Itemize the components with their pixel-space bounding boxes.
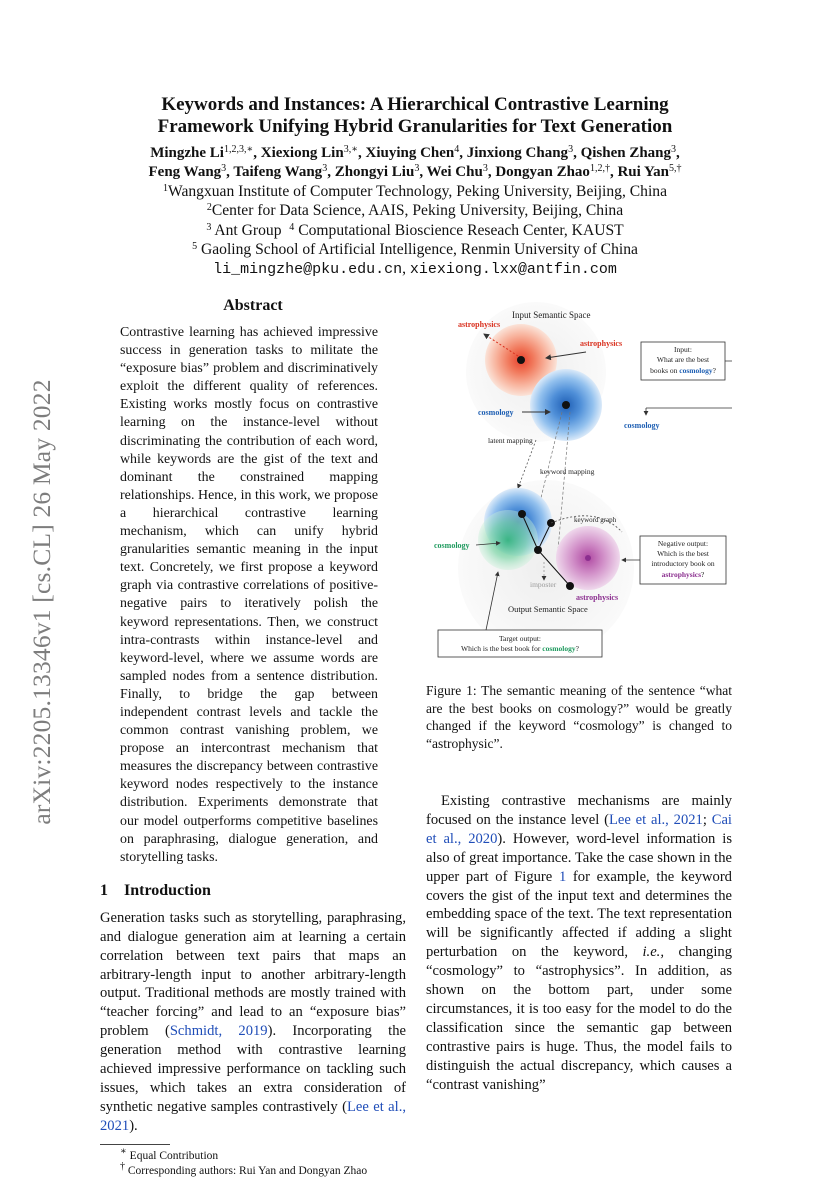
affiliation-3-4: $^3$ Ant Group $^4$ Computational Bioscience Reseach Center, KAUST — [206, 221, 624, 239]
output-space-label: Output Semantic Space — [508, 604, 588, 614]
astrophysics-input-point — [517, 356, 525, 364]
keyword-mapping-label: keyword mapping — [540, 467, 595, 476]
section-heading-introduction — [100, 881, 406, 901]
author-name: Taifeng Wang — [233, 164, 323, 180]
right-column — [426, 300, 732, 1095]
negative-box-line-1: Negative output: — [657, 539, 709, 548]
author-line-1: Mingzhe $Li^{1,2,3,∗}$, Xiexiong Lin$^{3,∗}$, Xiuying Chen$^4$, Jinxiong Chang$^3$, Qishen Zhang$^3$, — [150, 144, 680, 161]
astrophysics-label-top: astrophysics — [458, 320, 501, 329]
author-name: Xiuying Chen — [365, 145, 455, 161]
intro-paragraph: Generation tasks such as storytelling, paraphrasing, and dialogue generation aim at learning a certain correlation between text pairs that maps an arbitrary-length input to another arbitrary-length output. Traditional methods are mostly trained with “teacher forcing” and lead to an “exposure bias” problem (Schmidt, 2019). Incorporating the generation method with contrastive learning achieved impressive performance on tackling such issues, which takes an extra consideration of synthetic negative samples contrastively (Lee et al., 2021). — [100, 909, 406, 1134]
author-name: Wei Chu — [426, 164, 483, 180]
latent-mapping-label: latent mapping — [488, 436, 533, 445]
author-sup: 3 — [568, 144, 574, 155]
negative-box-line-4: astrophysics? — [661, 570, 705, 579]
abstract-text: Contrastive learning has achieved impressive success in generation tasks to militate the “exposure bias” problem and discriminatively exploit the different quality of references. Existing works mostly focus on contrastive learning on the instance-level without discriminating the contribution of each word, while keywords are the gist of the text and dominant the constrained mapping relationships. Hence, in this work, we propose a hierarchical contrastive learning mechanism, which can unify hybrid granularities semantic meaning in the input text. Concretely, we first propose a keyword graph via contrastive correlations of positive-negative pairs to iteratively polish the keyword representations. Then, we construct intra-contrasts within instance-level and keyword-level, where we assume words are sampled nodes from a sentence distribution. Finally, to bridge the gap between independent contrast levels and tackle the common contrast vanishing problem, we propose an intercontrast mechanism that measures the discrepancy between contrastive keyword nodes respectively to the instance distribution. Experiments demonstrate that our model outperforms competitive baselines on paraphrasing, dialogue generation, and storytelling tasks. — [120, 325, 378, 865]
negative-box-line-3: introductory book on — [651, 559, 715, 568]
ie-italic: i.e., — [642, 944, 664, 961]
author-sup: 3 — [414, 163, 420, 174]
author-sup: 3 — [322, 163, 328, 174]
input-space-label: Input Semantic Space — [512, 310, 591, 320]
imposter-label: imposter — [530, 580, 557, 589]
author-sup: 3,∗ — [343, 144, 358, 155]
astrophysics-label-output: astrophysics — [576, 593, 619, 602]
author-sup: 1,2,† — [589, 163, 610, 174]
author-name: Mingzhe Li — [150, 145, 224, 161]
emails: li_mingzhe@pku.edu.cn, xiexiong.lxx@antfin.com — [213, 260, 617, 279]
abstract-heading: Abstract — [223, 297, 283, 314]
cosmology-label-output: cosmology — [434, 541, 470, 550]
astrophysics-output-center — [585, 555, 591, 561]
email-1[interactable]: li_mingzhe@pku.edu.cn — [213, 261, 403, 279]
input-box-line-1: Input: — [674, 345, 692, 354]
astrophysics-label-input: astrophysics — [580, 339, 623, 348]
author-name: Rui Yan — [617, 164, 669, 180]
cosmology-input-point — [562, 401, 570, 409]
citation-link[interactable]: Cai et al., 2020 — [426, 811, 732, 847]
author-name: Qishen Zhang — [580, 145, 672, 161]
author-line-2: Feng Wang$^3$, Taifeng Wang$^3$, Zhongyi Liu$^3$, Wei Chu$^3$, Dongyan Zhao$^{1,2,\dagger}$, Rui Yan$^{5,\dagger}$ — [148, 163, 682, 180]
author-name: Jinxiong Chang — [466, 145, 569, 161]
negative-box-line-2: Which is the best — [657, 549, 709, 558]
section-number: 1 — [100, 881, 108, 899]
title-line-1: Keywords and Instances: A Hierarchical Contrastive Learning — [161, 94, 669, 115]
right-paragraph: Existing contrastive mechanisms are mainly focused on the instance level (Lee et al., 2021; Cai et al., 2020). However, word-level information is also of great importance. Take the case shown in the upper part of Figure 1 for example, the keyword covers the gist of the input text and determines the embedding space of the text. The text representation will be significantly affected if adding a slight perturbation on the keyword, i.e., changing “cosmology” to “astrophysics”. In addition, as shown on the bottom part, under some circumstances, it is too easy for the model to do the classification since the semantic gap between contrastive pairs is huge. Thus, the model fails to distinguish the actual discrepancy, which causes a “contrast vanishing” — [426, 793, 732, 1093]
cosmology-label-input: cosmology — [478, 408, 514, 417]
title-line-2: Framework Unifying Hybrid Granularities for Text Generation — [157, 116, 673, 137]
author-sup: 5,† — [669, 163, 682, 174]
target-box-line-2: Which is the best book for cosmology? — [461, 644, 579, 653]
author-list — [95, 144, 735, 182]
footnote-1: ∗ Equal Contribution — [120, 1145, 219, 1162]
arxiv-identifier — [22, 352, 62, 852]
affiliation-5: $^5$ Gaoling School of Artificial Intelligence, Renmin University of China — [192, 240, 638, 258]
figure-1-caption: Figure 1: The semantic meaning of the sentence “what are the best books on cosmology?” would be greatly changed if the keyword “cosmology” is changed to “astrophysic”. — [426, 683, 732, 751]
author-sup: 3 — [671, 144, 677, 155]
author-name: Xiexiong Lin — [260, 145, 344, 161]
left-column — [100, 296, 406, 1179]
paper-title — [95, 94, 735, 138]
author-sup: 3 — [482, 163, 488, 174]
cosmology-label-right: cosmology — [624, 421, 660, 430]
arxiv-identifier-text: arXiv:2205.13346v1 [cs.CL] 26 May 2022 — [27, 379, 56, 825]
citation-link[interactable]: Lee et al., 2021 — [608, 811, 703, 828]
email-2[interactable]: xiexiong.lxx@antfin.com — [409, 261, 617, 279]
target-box-line-1: Target output: — [498, 634, 542, 643]
figure-1 — [426, 300, 732, 670]
input-box-line-2: What are the best — [656, 355, 710, 364]
keyword-graph-label: keyword graph — [574, 516, 617, 524]
author-sup: 3 — [221, 163, 227, 174]
affiliation-1: $^1$Wangxuan Institute of Computer Technology, Peking University, Beijing, China — [162, 183, 668, 200]
input-box-line-3: books on cosmology? — [650, 366, 716, 375]
footnote-2: † Corresponding authors: Rui Yan and Dongyan Zhao — [120, 1160, 368, 1177]
figure-reference-link[interactable]: 1 — [558, 868, 567, 885]
author-name: Dongyan Zhao — [495, 164, 590, 180]
section-title: Introduction — [124, 881, 211, 899]
cosmology-target-cluster — [478, 510, 538, 570]
affiliations — [95, 182, 735, 279]
paper-header — [95, 94, 735, 279]
figure-1-diagram — [426, 300, 732, 670]
footnote-divider — [100, 1144, 170, 1145]
citation-link[interactable]: Lee et al., 2021 — [100, 1098, 406, 1134]
author-sup: 1,2,3,∗ — [223, 144, 254, 155]
author-name: Zhongyi Liu — [334, 164, 415, 180]
author-name: Feng Wang — [148, 164, 222, 180]
author-sup: 4 — [454, 144, 460, 155]
citation-link[interactable]: Schmidt, 2019 — [169, 1023, 268, 1040]
affiliation-2: $^2$Center for Data Science, AAIS, Peking University, Beijing, China — [206, 202, 624, 220]
